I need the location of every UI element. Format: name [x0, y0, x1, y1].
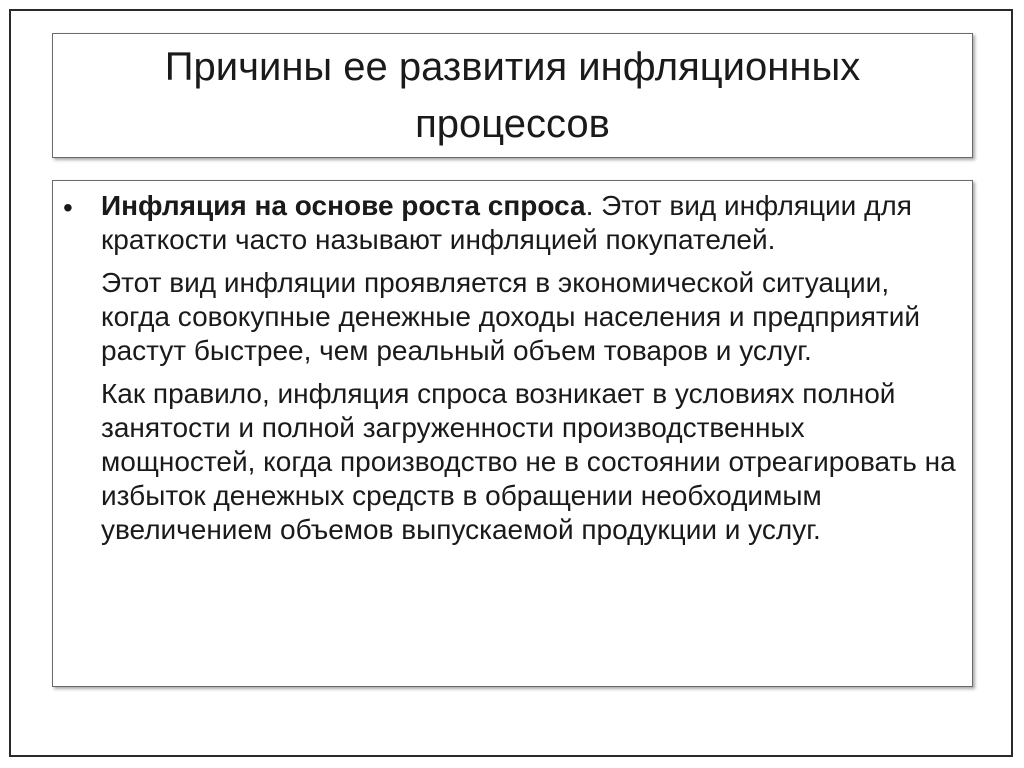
bullet-marker: • — [63, 192, 73, 223]
paragraph-2: Этот вид инфляции проявляется в экономической ситуации, когда совокупные денежные доходы населения и предприятий растут быстрее, чем реальный объем товаров и услуг. — [101, 267, 920, 366]
paragraph-1 — [101, 189, 961, 257]
slide-title: Причины ее развития инфляционных процессов — [164, 44, 861, 146]
paragraph-1-text: . Этот вид инфляции для краткости часто называют инфляцией покупателей. — [101, 190, 912, 255]
content-text — [101, 189, 961, 556]
paragraph-1-bold: Инфляция на основе роста спроса — [101, 190, 586, 221]
title-box — [52, 33, 973, 158]
content-box — [52, 180, 973, 687]
paragraph-3: Как правило, инфляция спроса возникает в условиях полной занятости и полной загруженности производственных мощностей, когда производство не в состоянии отреагировать на избыток денежных средств в обращении необходимым увеличением объемов выпускаемой продукции и услуг. — [101, 378, 956, 545]
